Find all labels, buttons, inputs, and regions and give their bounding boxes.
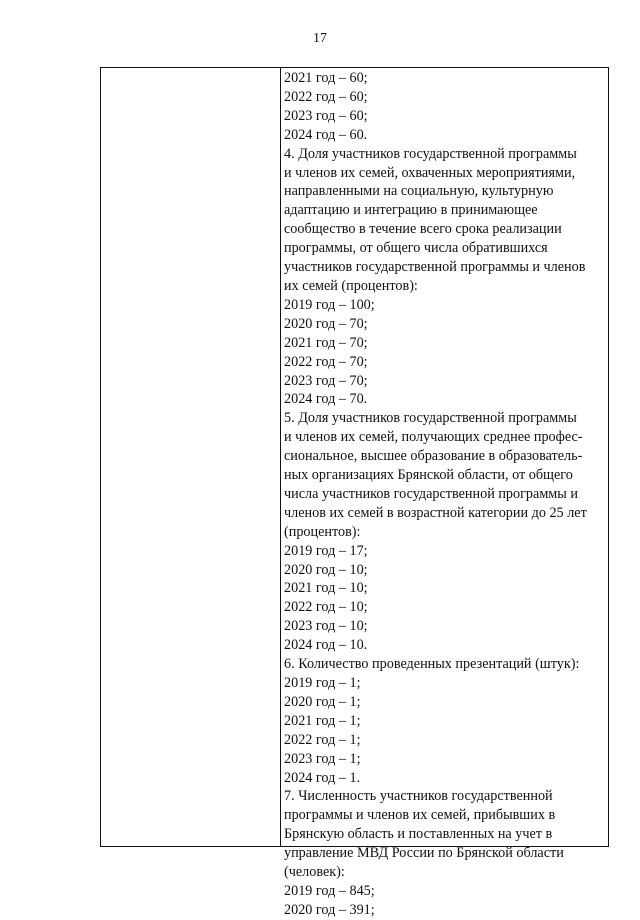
text-line: 2020 год – 10; xyxy=(284,561,368,578)
text-line: (человек): xyxy=(284,864,345,881)
document-table xyxy=(100,67,609,918)
table-left-cell xyxy=(101,68,281,846)
text-line: 2024 год – 60. xyxy=(284,126,368,143)
text-line: их семей (процентов): xyxy=(284,277,418,294)
text-line: 5. Доля участников государственной программы xyxy=(284,410,577,427)
text-line: и членов их семей, получающих среднее профес- xyxy=(284,429,583,446)
text-line: участников государственной программы и членов xyxy=(284,259,586,276)
text-line: 2021 год – 10; xyxy=(284,580,368,597)
text-line: 4. Доля участников государственной программы xyxy=(284,145,577,162)
text-line: 2020 год – 70; xyxy=(284,315,368,332)
text-line: управление МВД России по Брянской области xyxy=(284,845,564,862)
text-line: программы, от общего числа обратившихся xyxy=(284,240,548,257)
text-line: 2020 год – 1; xyxy=(284,693,361,710)
text-line: (процентов): xyxy=(284,523,361,540)
text-line: программы и членов их семей, прибывших в xyxy=(284,807,556,824)
text-line: 2022 год – 70; xyxy=(284,353,368,370)
text-line: членов их семей в возрастной категории до 25 лет xyxy=(284,504,587,521)
text-line: 6. Количество проведенных презентаций (штук): xyxy=(284,656,580,673)
text-line: числа участников государственной программы и xyxy=(284,485,578,502)
text-line: 2022 год – 60; xyxy=(284,88,368,105)
text-line: 2023 год – 10; xyxy=(284,618,368,635)
text-line: 2019 год – 100; xyxy=(284,296,375,313)
text-line: 2019 год – 845; xyxy=(284,882,375,899)
text-line: 2024 год – 70. xyxy=(284,391,368,408)
text-line: 2021 год – 60; xyxy=(284,70,368,86)
text-line: ных организациях Брянской области, от общего xyxy=(284,467,573,484)
text-line: сиональное, высшее образование в образователь- xyxy=(284,448,583,465)
text-line: 2021 год – 1; xyxy=(284,712,361,729)
table-right-cell xyxy=(281,68,608,918)
text-line: 2022 год – 1; xyxy=(284,731,361,748)
text-line: 2024 год – 1. xyxy=(284,769,361,786)
page-number: 17 xyxy=(313,31,327,46)
text-line: 2022 год – 10; xyxy=(284,599,368,616)
text-line: 2021 год – 70; xyxy=(284,334,368,351)
text-line: 2024 год – 10. xyxy=(284,637,368,654)
text-line: 2020 год – 391; xyxy=(284,901,375,918)
text-line: и членов их семей, охваченных мероприятиями, xyxy=(284,164,576,181)
text-line: 7. Численность участников государственной xyxy=(284,788,553,805)
text-line: 2023 год – 70; xyxy=(284,372,368,389)
text-line: 2019 год – 17; xyxy=(284,542,368,559)
text-line: 2023 год – 1; xyxy=(284,750,361,767)
text-line: Брянскую область и поставленных на учет в xyxy=(284,826,553,843)
text-line: 2019 год – 1; xyxy=(284,675,361,691)
text-line: сообщество в течение всего срока реализации xyxy=(284,221,562,238)
text-line: адаптацию и интеграцию в принимающее xyxy=(284,202,538,219)
text-line: 2023 год – 60; xyxy=(284,107,368,124)
text-line: направленными на социальную, культурную xyxy=(284,183,554,200)
